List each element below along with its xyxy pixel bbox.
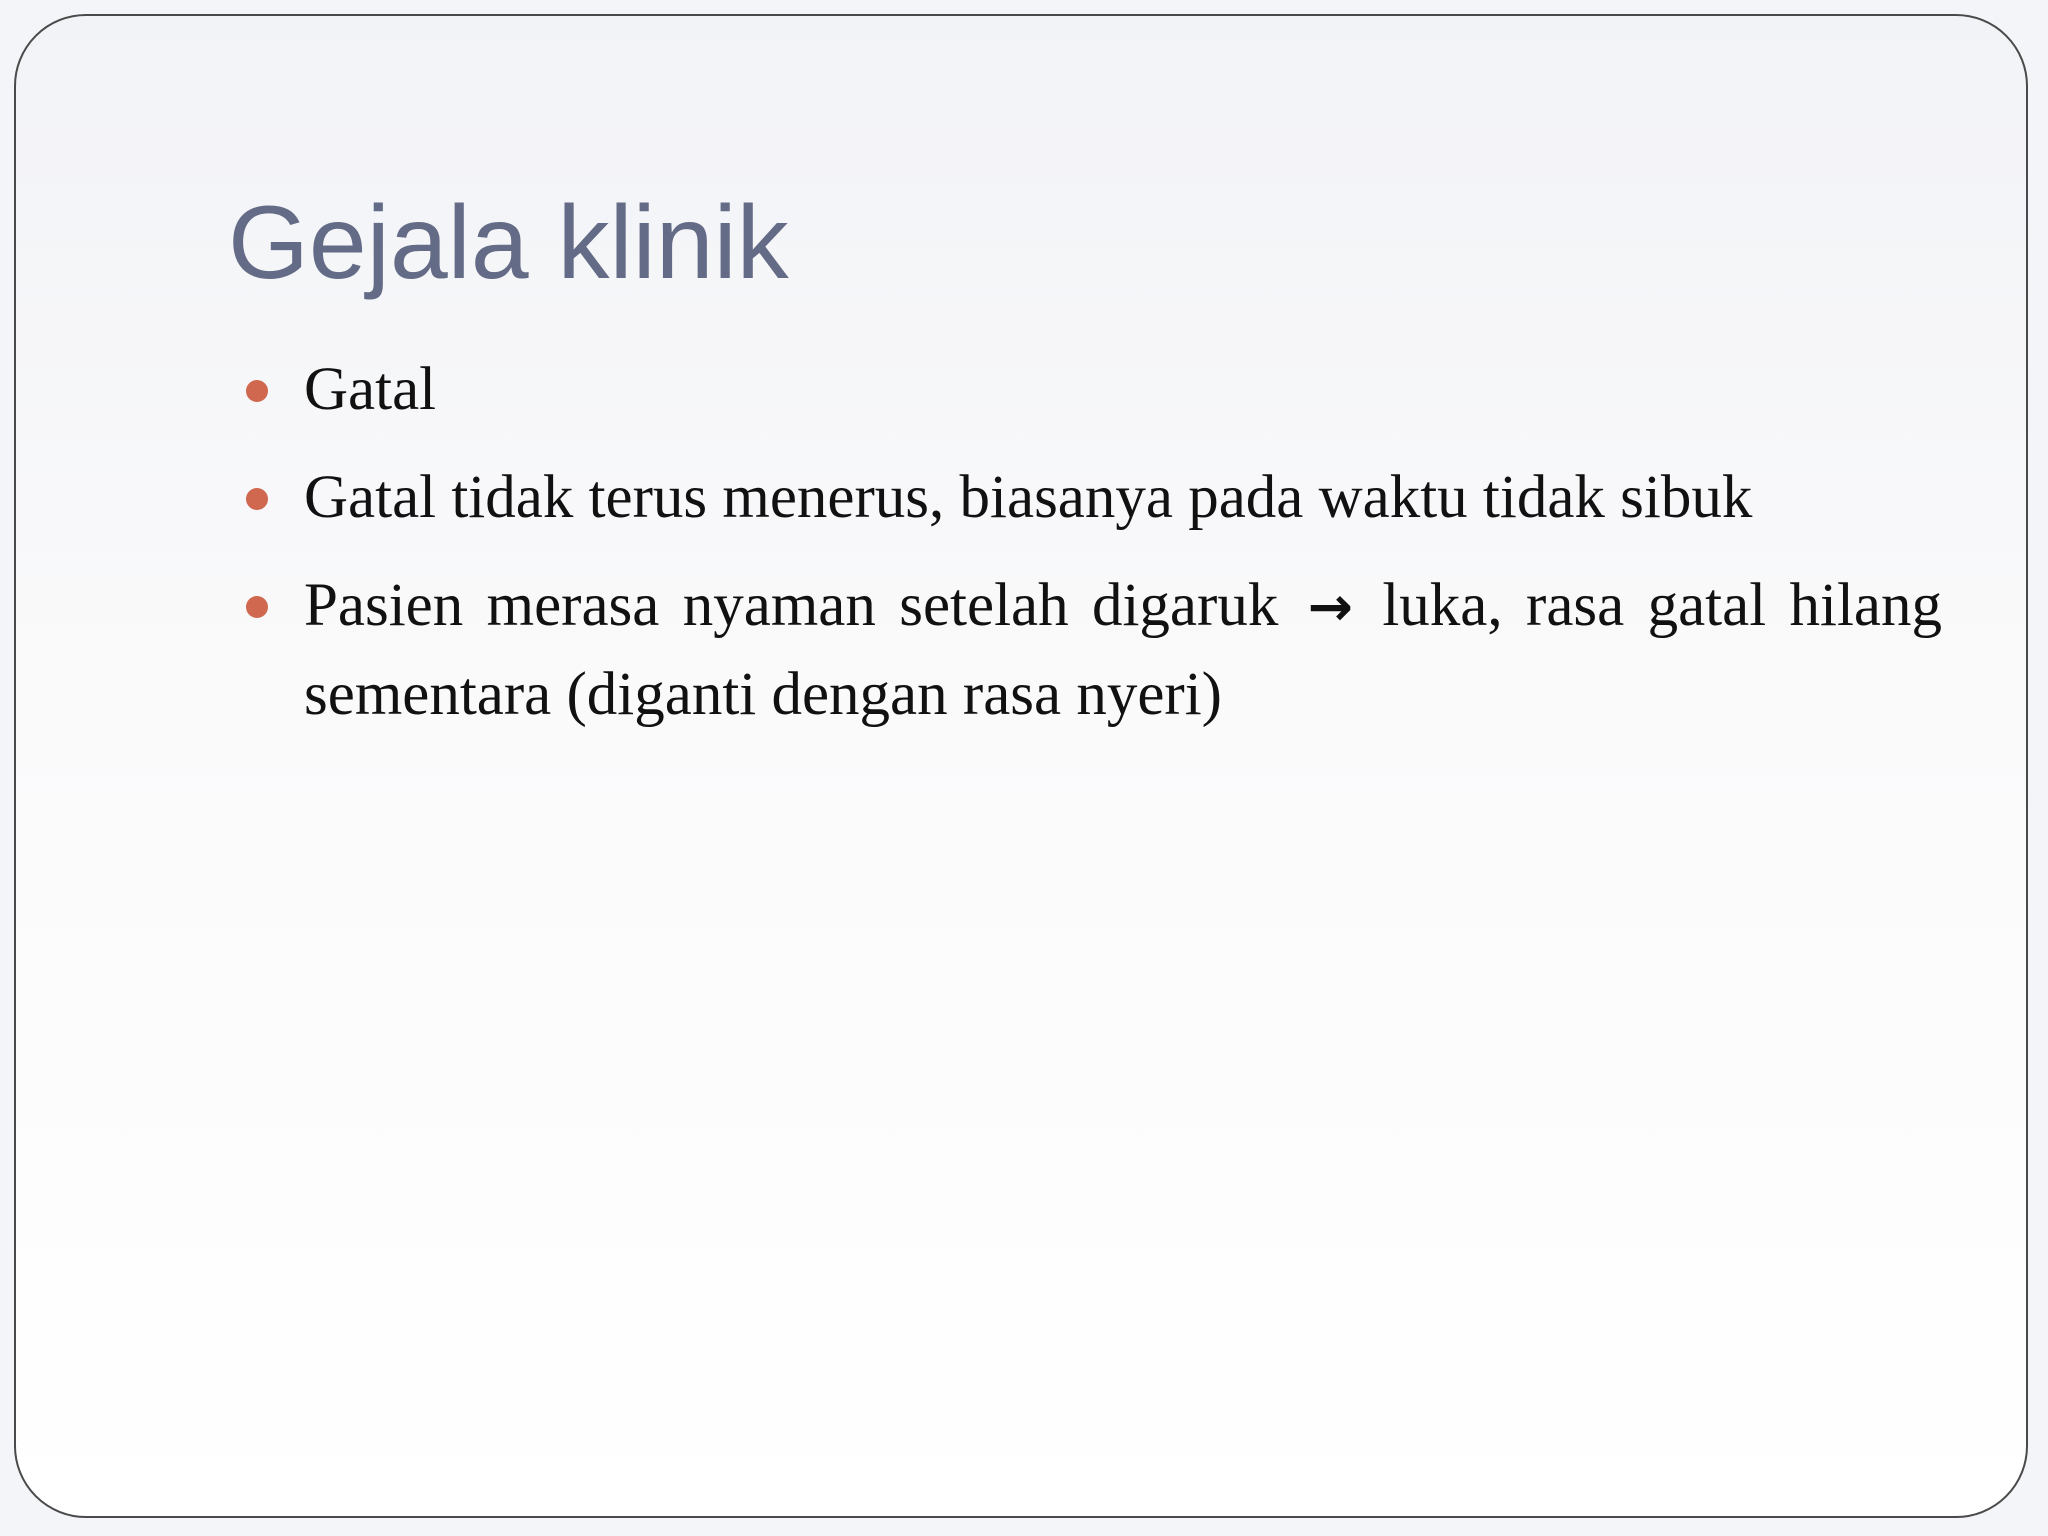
bullet-dot-icon — [246, 596, 268, 618]
slide — [14, 14, 2028, 1518]
bullet-dot-icon — [246, 488, 268, 510]
right-arrow-icon: → — [1307, 575, 1353, 638]
bullet-item-gatal — [228, 346, 1942, 434]
bullet-text: Gatal tidak terus menerus, biasanya pada waktu tidak sibuk — [304, 464, 1753, 531]
slide-title: Gejala klinik — [228, 185, 789, 301]
bullet-text: Gatal — [304, 356, 437, 423]
bullet-item-gatal-tidak-terus — [228, 454, 1942, 542]
bullet-dot-icon — [246, 380, 268, 402]
bullet-text — [304, 562, 1942, 739]
bullet-text-after-arrow: luka, rasa gatal hilang sementara (diganti dengan rasa nyeri) — [304, 572, 1943, 728]
bullet-list — [228, 346, 1942, 759]
bullet-text-before-arrow: Pasien merasa nyaman setelah digaruk — [304, 572, 1279, 639]
bullet-item-pasien-merasa — [228, 562, 1942, 739]
